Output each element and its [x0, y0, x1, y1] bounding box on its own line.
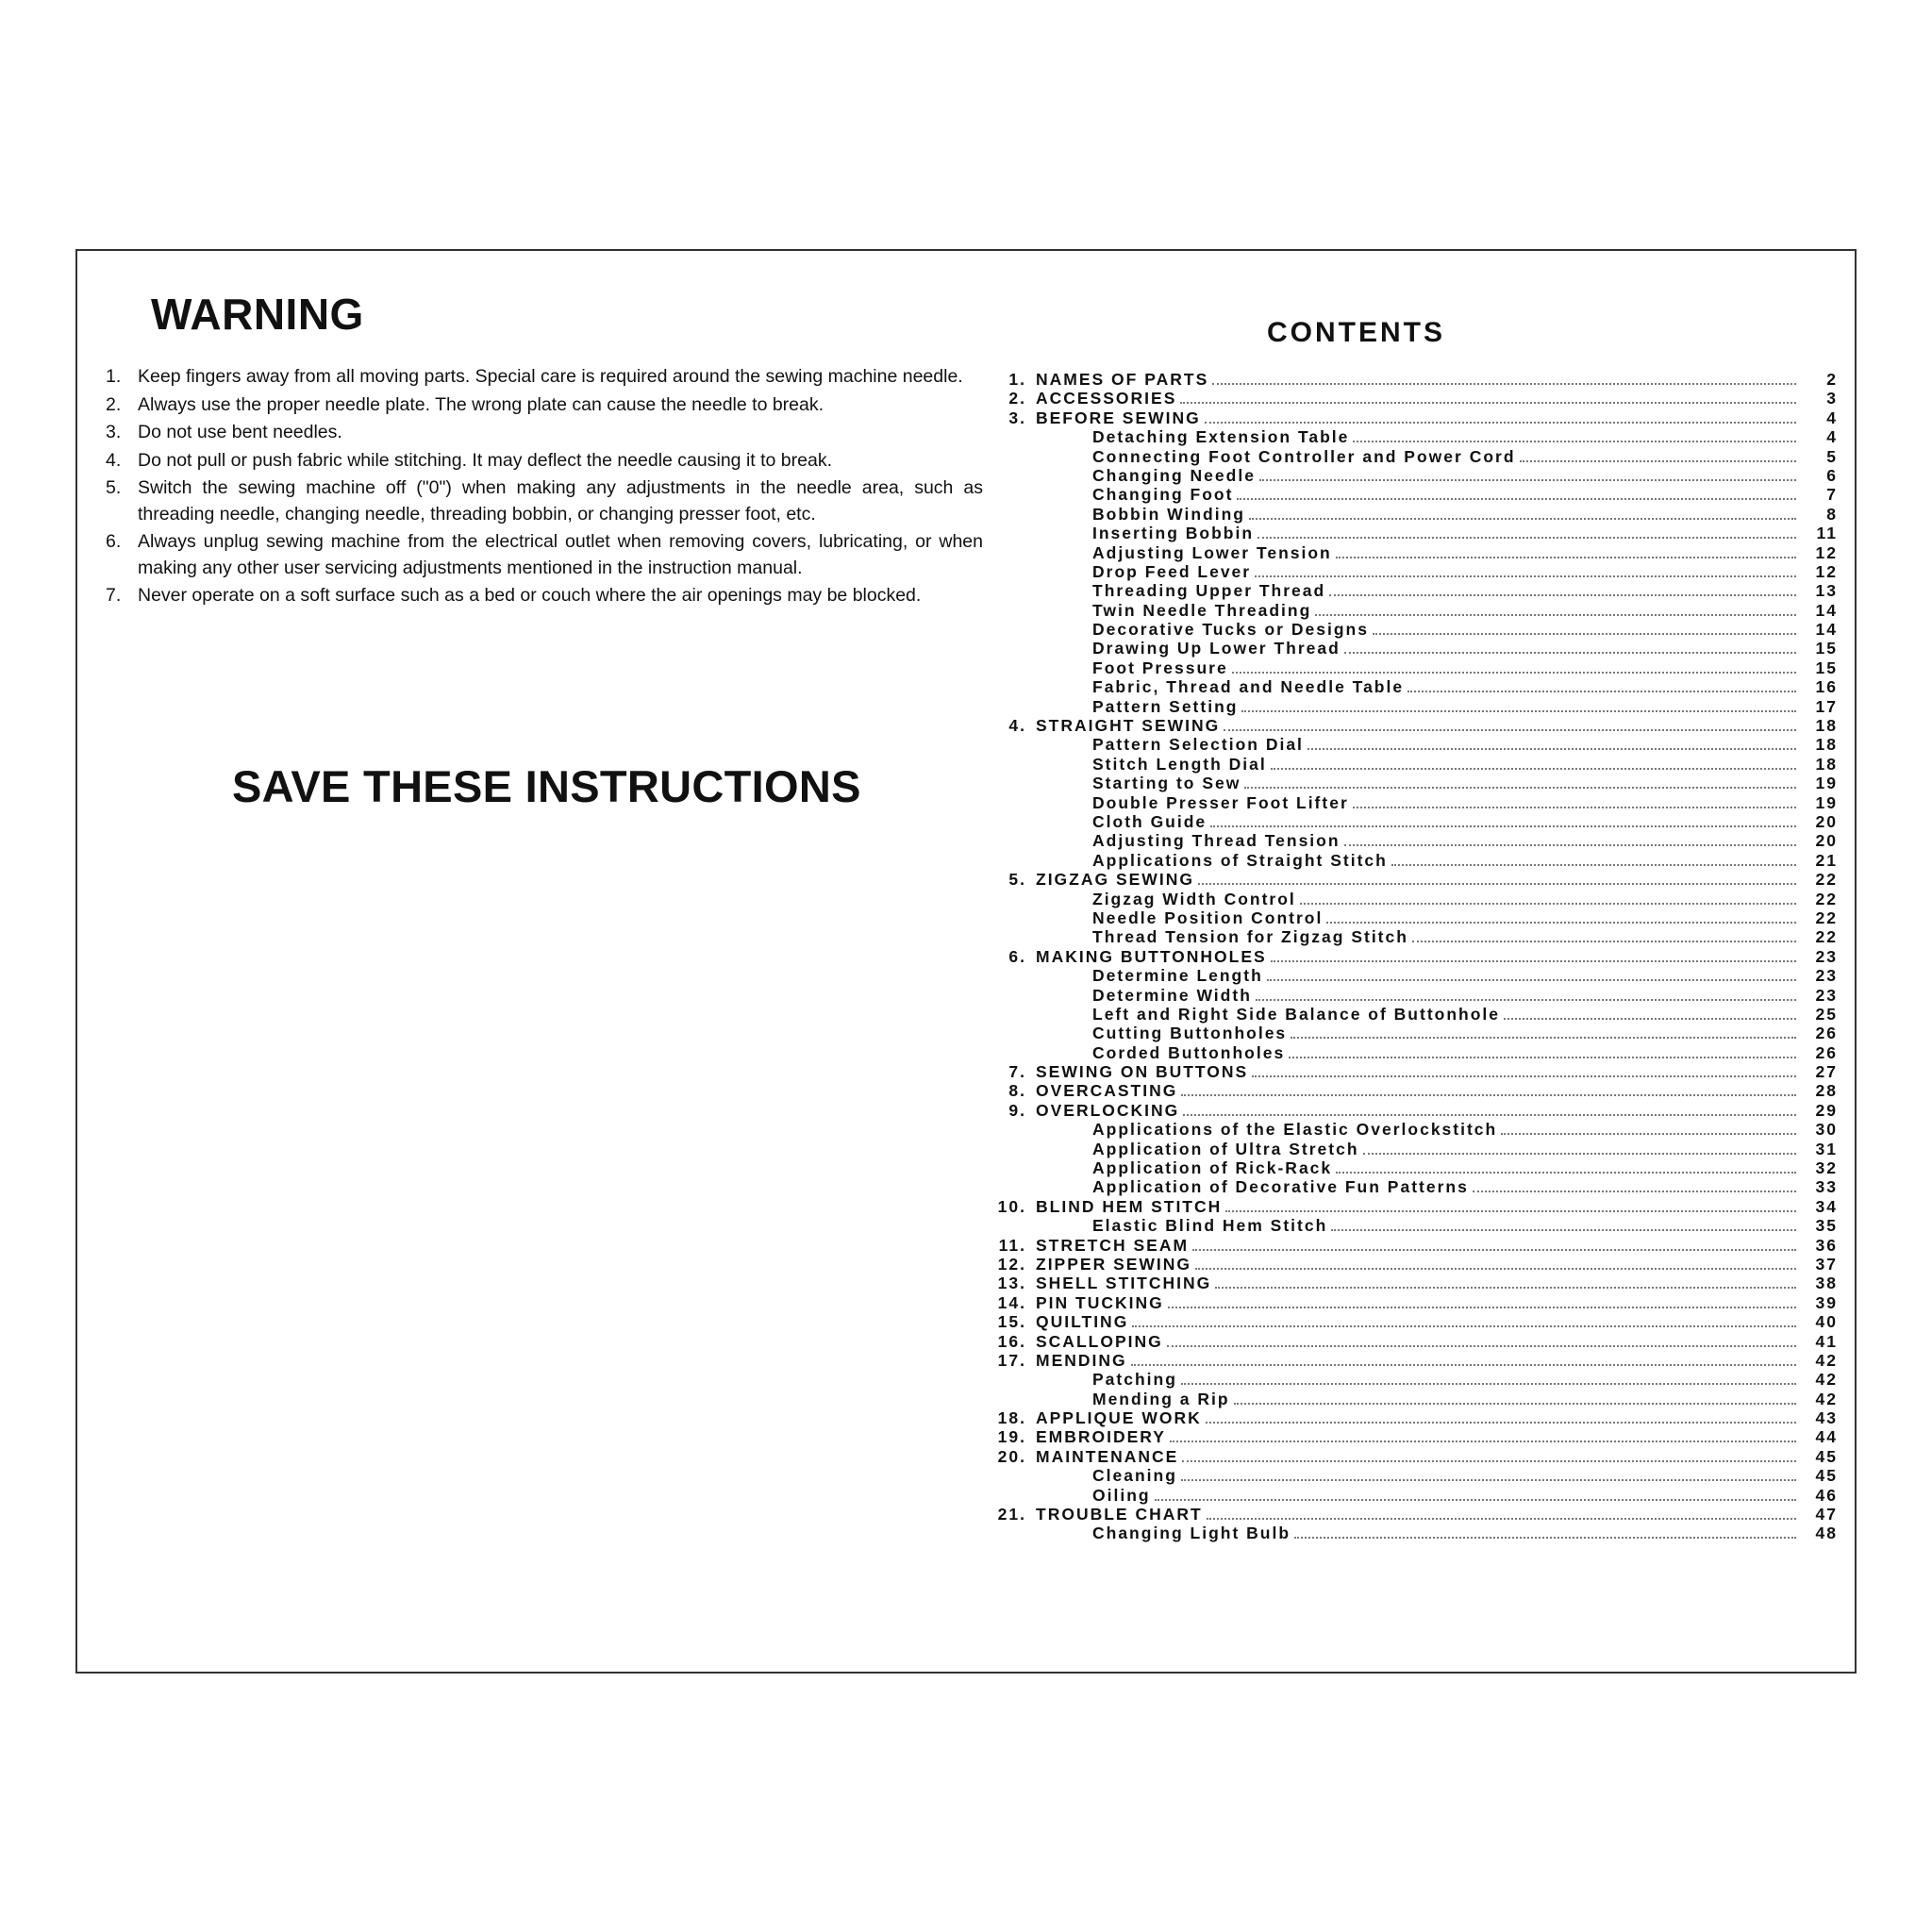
contents-entry-label: Corded Buttonholes — [1092, 1042, 1286, 1062]
contents-subentry — [989, 1120, 1838, 1139]
contents-entry-page: 42 — [1815, 1389, 1838, 1408]
dot-leader — [1271, 960, 1796, 962]
warning-title: WARNING — [151, 290, 364, 339]
contents-entry-page: 39 — [1815, 1292, 1838, 1312]
contents-entry — [989, 389, 1838, 408]
warning-item-text: Do not use bent needles. — [138, 422, 342, 442]
dot-leader — [1170, 1441, 1796, 1442]
dot-leader — [1315, 614, 1796, 616]
contents-entry-page: 16 — [1815, 677, 1838, 697]
contents-entry-label: ZIPPER SEWING — [1036, 1254, 1192, 1274]
contents-entry-label: MAINTENANCE — [1036, 1446, 1179, 1466]
contents-entry-label: OVERLOCKING — [1036, 1100, 1180, 1120]
dot-leader — [1473, 1191, 1796, 1192]
contents-entry — [989, 1062, 1838, 1081]
contents-subentry — [989, 1005, 1838, 1024]
contents-entry-label: Application of Rick-Rack — [1092, 1158, 1333, 1178]
contents-entry — [989, 1236, 1838, 1255]
contents-entry-page: 45 — [1815, 1446, 1838, 1466]
contents-entry-label: Left and Right Side Balance of Buttonhole — [1092, 1004, 1500, 1024]
contents-entry — [989, 1274, 1838, 1292]
contents-entry-number: 14. — [997, 1292, 1026, 1312]
contents-subentry — [989, 658, 1838, 677]
contents-entry — [989, 1255, 1838, 1274]
contents-entry-label: Mending a Rip — [1092, 1389, 1230, 1408]
dot-leader — [1504, 1018, 1796, 1020]
contents-subentry — [989, 1158, 1838, 1177]
dot-leader — [1237, 498, 1796, 500]
contents-entry-label: Cleaning — [1092, 1466, 1177, 1486]
contents-entry-page: 6 — [1826, 465, 1838, 485]
contents-subentry — [989, 562, 1838, 581]
contents-entry-page: 42 — [1815, 1350, 1838, 1370]
save-instructions-title: SAVE THESE INSTRUCTIONS — [232, 761, 861, 811]
contents-entry — [989, 1427, 1838, 1446]
contents-subentry — [989, 831, 1838, 850]
contents-entry — [989, 1505, 1838, 1524]
contents-entry-page: 2 — [1826, 370, 1838, 389]
dot-leader — [1181, 1479, 1796, 1481]
contents-entry-label: OVERCASTING — [1036, 1081, 1178, 1101]
contents-subentry — [989, 890, 1838, 908]
dot-leader — [1353, 807, 1796, 808]
contents-entry-page: 17 — [1815, 696, 1838, 716]
contents-section — [989, 251, 1838, 1672]
contents-entry-page: 23 — [1815, 946, 1838, 966]
contents-entry-label: Application of Ultra Stretch — [1092, 1139, 1359, 1158]
contents-entry-label: Elastic Blind Hem Stitch — [1092, 1216, 1328, 1236]
contents-entry-number: 6. — [1008, 946, 1026, 966]
contents-entry-page: 18 — [1815, 754, 1838, 774]
contents-subentry — [989, 524, 1838, 542]
dot-leader — [1181, 1094, 1796, 1096]
contents-entry-label: STRETCH SEAM — [1036, 1235, 1190, 1255]
contents-entry-page: 22 — [1815, 870, 1838, 890]
dot-leader — [1131, 1364, 1796, 1366]
contents-entry-page: 7 — [1826, 485, 1838, 505]
contents-entry-page: 19 — [1815, 774, 1838, 793]
warning-item — [106, 475, 983, 527]
contents-subentry — [989, 466, 1838, 485]
contents-entry-number: 8. — [1008, 1081, 1026, 1101]
contents-entry-page: 40 — [1815, 1312, 1838, 1332]
contents-entry-number: 3. — [1008, 408, 1026, 427]
contents-entry-page: 34 — [1815, 1196, 1838, 1216]
contents-entry-page: 3 — [1826, 389, 1838, 408]
dot-leader — [1412, 941, 1796, 942]
dot-leader — [1344, 652, 1796, 654]
contents-entry-page: 45 — [1815, 1466, 1838, 1486]
contents-entry-page: 20 — [1815, 831, 1838, 851]
warning-item — [106, 529, 983, 581]
contents-entry-label: Starting to Sew — [1092, 774, 1241, 793]
contents-entry-page: 12 — [1815, 561, 1838, 581]
dot-leader — [1259, 479, 1796, 481]
contents-entry-number: 17. — [997, 1350, 1026, 1370]
dot-leader — [1255, 575, 1796, 577]
contents-entry — [989, 1408, 1838, 1427]
contents-entry-label: BEFORE SEWING — [1036, 408, 1201, 427]
contents-subentry — [989, 1177, 1838, 1196]
contents-entry-page: 33 — [1815, 1177, 1838, 1197]
dot-leader — [1215, 1287, 1796, 1289]
contents-entry-label: Pattern Selection Dial — [1092, 735, 1304, 755]
contents-entry-number: 12. — [997, 1254, 1026, 1274]
contents-entry-label: Changing Light Bulb — [1092, 1524, 1291, 1543]
contents-entry-page: 22 — [1815, 889, 1838, 908]
contents-subentry — [989, 485, 1838, 504]
contents-entry-page: 8 — [1826, 504, 1838, 524]
contents-entry-page: 22 — [1815, 908, 1838, 927]
dot-leader — [1232, 672, 1796, 674]
contents-subentry — [989, 1466, 1838, 1485]
contents-entry-number: 20. — [997, 1446, 1026, 1466]
contents-entry-page: 25 — [1815, 1004, 1838, 1024]
dot-leader — [1195, 1268, 1796, 1270]
contents-entry-page: 27 — [1815, 1062, 1838, 1082]
contents-entry — [989, 870, 1838, 889]
contents-entry-page: 43 — [1815, 1408, 1838, 1428]
contents-entry-page: 31 — [1815, 1139, 1838, 1158]
contents-entry-page: 32 — [1815, 1158, 1838, 1178]
contents-subentry — [989, 755, 1838, 774]
dot-leader — [1257, 537, 1796, 539]
warning-item-text: Never operate on a soft surface such as a bed or couch where the air openings may be blocked. — [138, 585, 922, 606]
contents-entry-page: 47 — [1815, 1505, 1838, 1524]
contents-entry-label: Pattern Setting — [1092, 696, 1239, 716]
contents-entry-number: 18. — [997, 1408, 1026, 1428]
dot-leader — [1212, 383, 1796, 385]
contents-entry-page: 14 — [1815, 620, 1838, 640]
contents-subentry — [989, 620, 1838, 639]
dot-leader — [1155, 1499, 1796, 1501]
contents-entry-page: 23 — [1815, 985, 1838, 1005]
warning-item-text: Do not pull or push fabric while stitching. It may deflect the needle causing it to break. — [138, 449, 832, 471]
contents-entry-label: Stitch Length Dial — [1092, 754, 1267, 774]
contents-entry-label: Connecting Foot Controller and Power Cord — [1092, 446, 1516, 466]
contents-entry-page: 29 — [1815, 1100, 1838, 1120]
contents-subentry — [989, 677, 1838, 696]
contents-entry-label: MAKING BUTTONHOLES — [1036, 946, 1267, 966]
dot-leader — [1234, 1403, 1796, 1405]
contents-entry — [989, 1447, 1838, 1466]
contents-entry-label: Bobbin Winding — [1092, 504, 1245, 524]
contents-entry-label: Determine Width — [1092, 985, 1252, 1005]
contents-entry-label: Fabric, Thread and Needle Table — [1092, 677, 1405, 697]
dot-leader — [1132, 1325, 1796, 1327]
contents-entry-label: TROUBLE CHART — [1036, 1505, 1203, 1524]
contents-subentry — [989, 1024, 1838, 1042]
dot-leader — [1167, 1345, 1796, 1347]
dot-leader — [1192, 1249, 1796, 1251]
contents-entry-page: 23 — [1815, 966, 1838, 986]
contents-entry-page: 41 — [1815, 1331, 1838, 1351]
contents-subentry — [989, 1216, 1838, 1235]
contents-entry-label: Needle Position Control — [1092, 908, 1324, 927]
contents-entry-label: Patching — [1092, 1370, 1177, 1390]
contents-subentry — [989, 851, 1838, 870]
warning-item-text: Switch the sewing machine off ("0") when making any adjustments in the needle area, such as threading needle, changing needle, threading bobbin, or changing presser foot, etc. — [138, 477, 983, 525]
dot-leader — [1241, 710, 1796, 712]
contents-entry-label: Inserting Bobbin — [1092, 524, 1255, 543]
contents-subentry — [989, 697, 1838, 716]
dot-leader — [1183, 1114, 1796, 1116]
dot-leader — [1180, 402, 1796, 404]
contents-entry-label: Decorative Tucks or Designs — [1092, 620, 1369, 640]
contents-entry-page: 37 — [1815, 1254, 1838, 1274]
dot-leader — [1256, 999, 1796, 1001]
warning-item-number: 6. — [106, 531, 122, 552]
dot-leader — [1271, 768, 1796, 770]
manual-page-frame — [75, 249, 1857, 1674]
warning-item — [106, 583, 983, 609]
warning-item — [106, 420, 983, 446]
dot-leader — [1363, 1153, 1796, 1155]
contents-entry-page: 26 — [1815, 1042, 1838, 1062]
contents-entry-label: Oiling — [1092, 1485, 1151, 1505]
contents-entry-label: Zigzag Width Control — [1092, 889, 1296, 908]
contents-subentry — [989, 908, 1838, 927]
contents-entry-label: Twin Needle Threading — [1092, 600, 1312, 620]
warning-item-number: 5. — [106, 477, 122, 498]
contents-entry-label: APPLIQUE WORK — [1036, 1408, 1202, 1428]
warning-item — [106, 448, 983, 475]
contents-entry-label: Cutting Buttonholes — [1092, 1024, 1288, 1043]
warning-item-text: Always unplug sewing machine from the electrical outlet when removing covers, lubricating, or when making any other user servicing adjustments mentioned in the instruction manual. — [138, 531, 983, 578]
dot-leader — [1300, 903, 1796, 905]
contents-subentry — [989, 1370, 1838, 1389]
dot-leader — [1331, 1229, 1796, 1231]
dot-leader — [1391, 864, 1796, 866]
contents-entry-label: Detaching Extension Table — [1092, 427, 1350, 447]
contents-entry — [989, 408, 1838, 427]
contents-entry-page: 18 — [1815, 716, 1838, 736]
contents-subentry — [989, 793, 1838, 812]
dot-leader — [1168, 1307, 1796, 1308]
contents-entry-number: 9. — [1008, 1100, 1026, 1120]
contents-entry-number: 15. — [997, 1312, 1026, 1332]
contents-entry-page: 11 — [1816, 524, 1838, 543]
contents-subentry — [989, 735, 1838, 754]
dot-leader — [1344, 844, 1796, 846]
contents-entry-page: 26 — [1815, 1024, 1838, 1043]
warning-item — [106, 364, 983, 391]
contents-entry-label: EMBROIDERY — [1036, 1427, 1166, 1447]
contents-entry — [989, 1197, 1838, 1216]
dot-leader — [1353, 441, 1796, 442]
dot-leader — [1407, 691, 1796, 692]
contents-entry-number: 11. — [998, 1235, 1026, 1255]
contents-entry-page: 46 — [1815, 1485, 1838, 1505]
contents-entry-label: STRAIGHT SEWING — [1036, 716, 1221, 736]
contents-entry-label: Foot Pressure — [1092, 658, 1228, 677]
contents-entry-label: SEWING ON BUTTONS — [1036, 1062, 1249, 1082]
contents-subentry — [989, 966, 1838, 985]
warning-section — [106, 251, 1030, 1672]
contents-subentry — [989, 1390, 1838, 1408]
warning-item-number: 4. — [106, 449, 122, 471]
contents-entry-page: 12 — [1815, 542, 1838, 562]
dot-leader — [1224, 729, 1796, 731]
contents-entry-page: 15 — [1815, 639, 1838, 658]
contents-entry-label: Determine Length — [1092, 966, 1263, 986]
contents-entry-page: 48 — [1815, 1524, 1838, 1543]
contents-entry-label: PIN TUCKING — [1036, 1292, 1164, 1312]
contents-entry-page: 35 — [1815, 1216, 1838, 1236]
contents-subentry — [989, 927, 1838, 946]
contents-entry-page: 28 — [1815, 1081, 1838, 1101]
contents-subentry — [989, 447, 1838, 466]
dot-leader — [1336, 557, 1796, 558]
contents-entry-page: 20 — [1815, 811, 1838, 831]
contents-entry-page: 14 — [1815, 600, 1838, 620]
contents-entry-label: Adjusting Thread Tension — [1092, 831, 1341, 851]
contents-entry-number: 4. — [1008, 716, 1026, 736]
contents-entry — [989, 1081, 1838, 1100]
contents-entry-label: Changing Foot — [1092, 485, 1234, 505]
dot-leader — [1307, 748, 1796, 750]
contents-entry-page: 5 — [1826, 446, 1838, 466]
contents-entry-page: 4 — [1826, 408, 1838, 427]
warning-item-text: Always use the proper needle plate. The wrong plate can cause the needle to break. — [138, 393, 824, 415]
warning-item-number: 1. — [106, 366, 122, 387]
contents-subentry — [989, 1140, 1838, 1158]
dot-leader — [1336, 1172, 1796, 1174]
contents-entry-label: Adjusting Lower Tension — [1092, 542, 1332, 562]
dot-leader — [1244, 787, 1796, 789]
contents-entry-label: Thread Tension for Zigzag Stitch — [1092, 927, 1408, 947]
contents-subentry — [989, 505, 1838, 524]
contents-entry-number: 16. — [997, 1331, 1026, 1351]
contents-entry-label: Applications of Straight Stitch — [1092, 850, 1388, 870]
dot-leader — [1294, 1537, 1796, 1539]
contents-entry-label: Cloth Guide — [1092, 811, 1208, 831]
warning-item — [106, 392, 983, 419]
contents-entry-label: Applications of the Elastic Overlockstitch — [1092, 1120, 1498, 1140]
contents-entry — [989, 716, 1838, 735]
dot-leader — [1267, 979, 1796, 981]
contents-entry-label: BLIND HEM STITCH — [1036, 1196, 1223, 1216]
contents-entry-number: 5. — [1008, 870, 1026, 890]
contents-entry-number: 21. — [997, 1505, 1026, 1524]
contents-subentry — [989, 1486, 1838, 1505]
dot-leader — [1501, 1133, 1796, 1135]
contents-subentry — [989, 774, 1838, 792]
dot-leader — [1206, 1422, 1796, 1424]
contents-subentry — [989, 1524, 1838, 1542]
contents-entry — [989, 1293, 1838, 1312]
contents-subentry — [989, 543, 1838, 562]
contents-entry — [989, 1101, 1838, 1120]
contents-entry — [989, 947, 1838, 966]
contents-entry-label: SCALLOPING — [1036, 1331, 1163, 1351]
contents-entry-page: 38 — [1815, 1274, 1838, 1293]
contents-entry-page: 18 — [1815, 735, 1838, 755]
dot-leader — [1182, 1460, 1796, 1462]
contents-entry-label: QUILTING — [1036, 1312, 1129, 1332]
contents-entry-page: 44 — [1815, 1427, 1838, 1447]
warning-item-text: Keep fingers away from all moving parts. Special care is required around the sewing machine needle. — [138, 366, 963, 387]
contents-entry-page: 42 — [1815, 1370, 1838, 1390]
contents-title: CONTENTS — [1267, 317, 1445, 348]
dot-leader — [1181, 1383, 1796, 1385]
contents-entry-page: 36 — [1815, 1235, 1838, 1255]
contents-subentry — [989, 986, 1838, 1005]
contents-entry-page: 15 — [1815, 658, 1838, 677]
contents-entry-page: 30 — [1815, 1120, 1838, 1140]
contents-entry — [989, 370, 1838, 389]
dot-leader — [1198, 883, 1796, 885]
contents-entry — [989, 1332, 1838, 1351]
dot-leader — [1329, 594, 1796, 596]
contents-entry-number: 2. — [1008, 389, 1026, 408]
contents-subentry — [989, 1043, 1838, 1062]
dot-leader — [1205, 422, 1796, 424]
contents-entry-label: Drop Feed Lever — [1092, 561, 1252, 581]
contents-entry-label: Changing Needle — [1092, 465, 1256, 485]
contents-entry-page: 22 — [1815, 927, 1838, 947]
contents-entry-label: NAMES OF PARTS — [1036, 370, 1209, 389]
contents-entry-label: Drawing Up Lower Thread — [1092, 639, 1341, 658]
dot-leader — [1520, 460, 1796, 462]
dot-leader — [1291, 1037, 1796, 1039]
contents-entry — [989, 1351, 1838, 1370]
contents-entry-page: 4 — [1826, 427, 1838, 447]
dot-leader — [1210, 825, 1796, 827]
contents-entry-page: 19 — [1815, 792, 1838, 812]
warning-list — [106, 364, 983, 611]
contents-subentry — [989, 639, 1838, 658]
dot-leader — [1249, 518, 1796, 520]
warning-item-number: 7. — [106, 585, 122, 606]
contents-subentry — [989, 601, 1838, 620]
warning-item-number: 3. — [106, 422, 122, 442]
dot-leader — [1207, 1518, 1796, 1520]
contents-entry — [989, 1312, 1838, 1331]
dot-leader — [1225, 1210, 1796, 1212]
contents-entry-label: SHELL STITCHING — [1036, 1274, 1212, 1293]
contents-subentry — [989, 427, 1838, 446]
contents-list — [989, 370, 1838, 1543]
contents-entry-number: 7. — [1008, 1062, 1026, 1082]
contents-entry-label: ACCESSORIES — [1036, 389, 1177, 408]
contents-entry-label: Application of Decorative Fun Patterns — [1092, 1177, 1469, 1197]
contents-entry-label: Threading Upper Thread — [1092, 581, 1326, 601]
contents-entry-label: ZIGZAG SEWING — [1036, 870, 1194, 890]
contents-subentry — [989, 581, 1838, 600]
warning-item-number: 2. — [106, 393, 122, 415]
contents-entry-label: MENDING — [1036, 1350, 1127, 1370]
contents-entry-number: 10. — [997, 1196, 1026, 1216]
contents-entry-number: 13. — [997, 1274, 1026, 1293]
contents-entry-number: 1. — [1008, 370, 1026, 389]
contents-entry-label: Double Presser Foot Lifter — [1092, 792, 1349, 812]
contents-entry-page: 13 — [1815, 581, 1838, 601]
dot-leader — [1373, 633, 1796, 635]
contents-entry-page: 21 — [1815, 850, 1838, 870]
dot-leader — [1289, 1057, 1796, 1058]
contents-entry-number: 19. — [997, 1427, 1026, 1447]
dot-leader — [1252, 1075, 1796, 1077]
contents-subentry — [989, 812, 1838, 831]
dot-leader — [1326, 922, 1796, 924]
